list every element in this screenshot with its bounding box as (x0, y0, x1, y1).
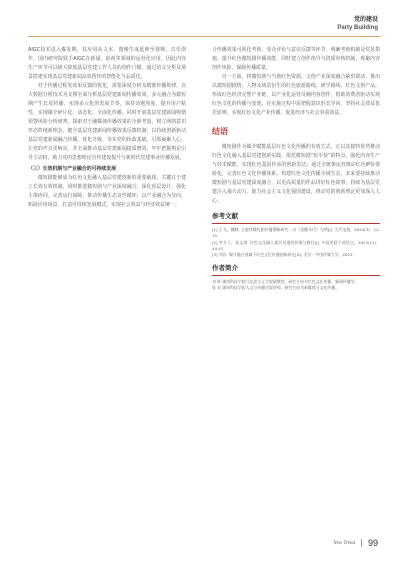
references-divider (212, 223, 380, 224)
magazine-name: New Trend (333, 540, 355, 546)
body-paragraph: AIGC技术进入爆发期，其应用从文本、图像生成延伸至视频，音乐创作。国内研究院联手AIGC在新闻、影视等领域的运营化应用，因此内容生产环节可以极大降低基层党建工作人员的创作门槛，通过语义分析及场景搭建实现基层党建新闻高效创作的智能化与品质化。 (28, 47, 186, 80)
authors-list (212, 279, 380, 291)
page-number: 99 (367, 538, 378, 548)
references-list (212, 227, 380, 258)
reference-item: [1] 王飞，魏晓. 主旋律微短剧传播策略研究：以《觉醒年代》为例[J]. 当代电视，2024(3)：12-15. (212, 227, 380, 238)
footer-divider (361, 539, 362, 547)
conclusion-heading: 结语 (212, 127, 228, 136)
reference-item: [2] 李方子，张文琪. 红色文化融入基层党建的价值与路径[J]. 中国党政干部论坛，2023(11)：44-47. (212, 239, 380, 251)
section-label-zh: 党的建设 (353, 16, 378, 23)
subsection-heading: （三）长效机制与产业融合的可持续发展 (28, 166, 117, 172)
references-heading: 参考文献 (212, 212, 238, 220)
reference-item: [3] 刘洋. 媒介融合视域下红色文化传播创新研究[D]. 北京：中国传媒大学，2022. (212, 252, 354, 257)
page-footer (333, 538, 378, 548)
page-header (337, 16, 378, 32)
body-paragraph: 合传播效果可视化考核，受众评价与意识反馈等环节，明确考核机制及奖惩措施，提升红色微短剧传播效能，同时建立创作指导与资质审核机制，规避内容创作风险，保障传播质量。 (212, 47, 380, 71)
authors-divider (212, 275, 380, 276)
header-divider (28, 36, 380, 37)
right-column (212, 46, 380, 291)
body-paragraph: 对于传播过程发效果反馈的优化，需要深度分析及精准传播规律，以大数据分析技术为支撑全面分析基层党建新闻传播效果，多元融合为微短期产生长尾传播，实现多元化的发展节奏，保持话题热度，提升用户粘性，实现媒介碎片化、动态化、全面化传播。同时开展基层党建新闻舆情预警风险分析研判，探索对于融媒体传播效果的全新考量，树立网络意识形态阵地新理念，健全基层党建新闻传播效果反馈机制，以持续创新驱动基层党建新闻融合传播，优化升级，夯实党的执政基础，引领凝聚人心，让党的声音更响亮，并全面推动基层党建新闻提质增效，牢牢把握舆论引导主动权，助力党的思想理论宣传建设提升与新时代党建事业传播发展。 (28, 83, 186, 161)
section-label-en: Party Building (337, 25, 378, 31)
body-paragraph: 微短剧能够成为红色文化融入基层党建创新的重要载体，关键在于建立长效有效机制，同时推进微短剧与产业深度融合。深化顶层设计，强化主体协同，完善运行保障，推动传播生态良性循环；以产业融合为导向，拓展应用场景，打造可持续发展模式，实现社会效益与经济效益统一。 (28, 175, 186, 208)
author-item: 张 宏 湖南科技学院人文与传播学院讲师，研究方向为新媒体与文化传播。 (212, 285, 339, 290)
author-item: 刘 晖 湖南科技学院马克思主义学院副教授，研究方向为红色文化传播、新闻传播学。 (212, 279, 359, 284)
left-column (28, 46, 186, 210)
body-paragraph: 另一方面，将微短剧与当地红色资源、文创产业深度融合紧密联动，推出以微短剧剧情、人物及场景衍生的红色旅游路线、研学路线、红色文创产品，形成红色经济完整产业链，以产业化运营反哺内容创作，借助消费者驱动实现红色文化的传播与变现。在实施过程中需把握意识形态导向，坚持社会效益优先原则，实现红色文化产业传播，促进经济与社会双重效益。 (212, 74, 380, 116)
authors-heading: 作者简介 (212, 264, 238, 272)
conclusion-paragraph: 微短剧作为媒介赋能基层红色文化传播的有效方式，正以其独特优势推动红色文化融入基层党建创新实践。依托微短剧“短平快”的特点，强化内容生产与技术赋能，实现红色基因传承的创新表达；通过全链条运营推动红色IP价值转化，完善红色文化传播体系，构建红色文化传播全域生态。未来要持续推动微短剧与基层党建深度融合，以更高质量的作品讲好红色故事，持续为基层党建注入强大动力，助力社会主义文化强国建设，推动党的创新理论更加深入人心。 (212, 144, 380, 204)
